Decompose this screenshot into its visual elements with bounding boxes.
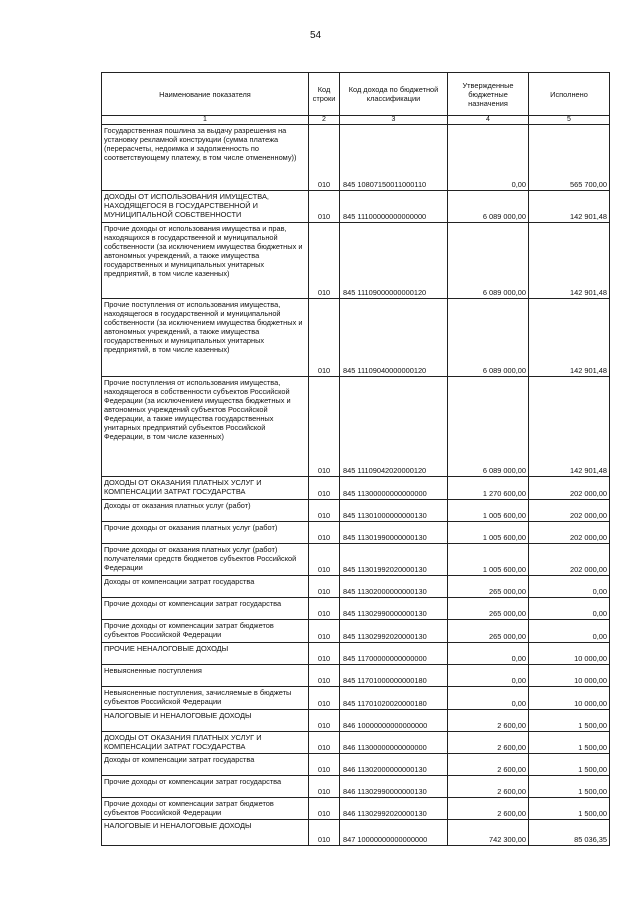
row-exec: 142 901,48 — [529, 377, 610, 477]
table-row — [102, 598, 610, 620]
table-row — [102, 820, 610, 846]
row-kbk: 845 11302992020000130 — [340, 620, 448, 643]
row-exec: 202 000,00 — [529, 522, 610, 544]
table-row — [102, 191, 610, 223]
row-kbk: 845 11301990000000130 — [340, 522, 448, 544]
row-kbk: 845 11701020020000180 — [340, 687, 448, 710]
row-kbk: 845 11700000000000000 — [340, 643, 448, 665]
row-name: Прочие поступления от использования имущества, находящегося в государственной и муниципальной собственности (за исключением имущества бюджетных и автономных учреждений, а также имущества государственных и муниципальных унитарных предприятий, в том числе казенных) — [102, 299, 309, 377]
row-kbk: 845 11302990000000130 — [340, 598, 448, 620]
table-row — [102, 299, 610, 377]
column-number: 2 — [309, 116, 340, 125]
row-name: Прочие доходы от компенсации затрат государства — [102, 776, 309, 798]
row-exec: 1 500,00 — [529, 776, 610, 798]
row-kbk: 845 11701000000000180 — [340, 665, 448, 687]
row-name: Государственная пошлина за выдачу разрешения на установку рекламной конструкции (сумма платежа (перерасчеты, недоимка и задолженность по соответствующему платежу, в том числе отмененному)) — [102, 125, 309, 191]
row-name: Прочие доходы от компенсации затрат бюджетов субъектов Российской Федерации — [102, 798, 309, 820]
row-kbk: 846 11302000000000130 — [340, 754, 448, 776]
row-kbk: 845 11301992020000130 — [340, 544, 448, 576]
row-plan: 1 270 600,00 — [448, 477, 529, 500]
row-exec: 1 500,00 — [529, 754, 610, 776]
row-name: Прочие доходы от компенсации затрат государства — [102, 598, 309, 620]
row-plan: 2 600,00 — [448, 710, 529, 732]
row-plan: 1 005 600,00 — [448, 500, 529, 522]
row-plan: 6 089 000,00 — [448, 191, 529, 223]
row-exec: 0,00 — [529, 620, 610, 643]
row-plan: 2 600,00 — [448, 754, 529, 776]
row-exec: 0,00 — [529, 598, 610, 620]
page-number: 54 — [309, 30, 322, 41]
row-kbk: 845 11300000000000000 — [340, 477, 448, 500]
table-row — [102, 798, 610, 820]
row-code: 010 — [309, 776, 340, 798]
row-code: 010 — [309, 299, 340, 377]
header-code: Код строки — [309, 73, 340, 116]
row-plan: 2 600,00 — [448, 732, 529, 754]
row-plan: 1 005 600,00 — [448, 544, 529, 576]
row-exec: 202 000,00 — [529, 477, 610, 500]
row-exec: 1 500,00 — [529, 732, 610, 754]
table-row — [102, 754, 610, 776]
row-name: Прочие доходы от оказания платных услуг (работ) — [102, 522, 309, 544]
row-code: 010 — [309, 223, 340, 299]
row-plan: 265 000,00 — [448, 620, 529, 643]
row-plan: 6 089 000,00 — [448, 299, 529, 377]
row-name: Невыясненные поступления, зачисляемые в бюджеты субъектов Российской Федерации — [102, 687, 309, 710]
row-name: Доходы от оказания платных услуг (работ) — [102, 500, 309, 522]
row-name: ДОХОДЫ ОТ ОКАЗАНИЯ ПЛАТНЫХ УСЛУГ И КОМПЕНСАЦИИ ЗАТРАТ ГОСУДАРСТВА — [102, 732, 309, 754]
table-row — [102, 544, 610, 576]
row-name: НАЛОГОВЫЕ И НЕНАЛОГОВЫЕ ДОХОДЫ — [102, 820, 309, 846]
row-exec: 202 000,00 — [529, 544, 610, 576]
row-kbk: 846 10000000000000000 — [340, 710, 448, 732]
table-row — [102, 620, 610, 643]
row-kbk: 846 11302992020000130 — [340, 798, 448, 820]
row-name: ДОХОДЫ ОТ ОКАЗАНИЯ ПЛАТНЫХ УСЛУГ И КОМПЕНСАЦИИ ЗАТРАТ ГОСУДАРСТВА — [102, 477, 309, 500]
row-kbk: 845 10807150011000110 — [340, 125, 448, 191]
row-code: 010 — [309, 732, 340, 754]
row-name: Прочие доходы от компенсации затрат бюджетов субъектов Российской Федерации — [102, 620, 309, 643]
row-exec: 10 000,00 — [529, 665, 610, 687]
row-name: Невыясненные поступления — [102, 665, 309, 687]
row-code: 010 — [309, 665, 340, 687]
row-exec: 85 036,35 — [529, 820, 610, 846]
row-code: 010 — [309, 576, 340, 598]
row-plan: 0,00 — [448, 687, 529, 710]
row-kbk: 845 11109040000000120 — [340, 299, 448, 377]
row-plan: 265 000,00 — [448, 576, 529, 598]
table-row — [102, 223, 610, 299]
row-plan: 6 089 000,00 — [448, 377, 529, 477]
table-header-row — [102, 73, 610, 116]
row-kbk: 845 11301000000000130 — [340, 500, 448, 522]
row-plan: 2 600,00 — [448, 798, 529, 820]
table-row — [102, 687, 610, 710]
row-name: Прочие доходы от оказания платных услуг (работ) получателями средств бюджетов субъектов Российской Федерации — [102, 544, 309, 576]
row-code: 010 — [309, 377, 340, 477]
table-row — [102, 477, 610, 500]
row-plan: 0,00 — [448, 665, 529, 687]
row-exec: 10 000,00 — [529, 643, 610, 665]
row-code: 010 — [309, 191, 340, 223]
row-plan: 0,00 — [448, 643, 529, 665]
column-number: 4 — [448, 116, 529, 125]
row-kbk: 845 11109000000000120 — [340, 223, 448, 299]
row-exec: 142 901,48 — [529, 191, 610, 223]
row-name: НАЛОГОВЫЕ И НЕНАЛОГОВЫЕ ДОХОДЫ — [102, 710, 309, 732]
table-row — [102, 500, 610, 522]
row-exec: 1 500,00 — [529, 710, 610, 732]
row-plan: 2 600,00 — [448, 776, 529, 798]
row-exec: 1 500,00 — [529, 798, 610, 820]
table-row — [102, 576, 610, 598]
row-plan: 265 000,00 — [448, 598, 529, 620]
table-row — [102, 377, 610, 477]
header-kbk: Код дохода по бюджетной классификации — [340, 73, 448, 116]
header-exec: Исполнено — [529, 73, 610, 116]
row-kbk: 845 11100000000000000 — [340, 191, 448, 223]
row-name: Прочие доходы от использования имущества и прав, находящихся в государственной и муниципальной собственности (за исключением имущества бюджетных и автономных учреждений, а также имущества государственных и муниципальных унитарных предприятий, в том числе казенных) — [102, 223, 309, 299]
row-plan: 1 005 600,00 — [448, 522, 529, 544]
row-code: 010 — [309, 620, 340, 643]
row-code: 010 — [309, 125, 340, 191]
row-plan: 0,00 — [448, 125, 529, 191]
column-number: 3 — [340, 116, 448, 125]
table-row — [102, 643, 610, 665]
row-exec: 142 901,48 — [529, 299, 610, 377]
row-code: 010 — [309, 710, 340, 732]
row-exec: 565 700,00 — [529, 125, 610, 191]
table-row — [102, 776, 610, 798]
row-kbk: 846 11300000000000000 — [340, 732, 448, 754]
row-plan: 6 089 000,00 — [448, 223, 529, 299]
row-kbk: 845 11109042020000120 — [340, 377, 448, 477]
row-code: 010 — [309, 820, 340, 846]
row-code: 010 — [309, 798, 340, 820]
row-kbk: 845 11302000000000130 — [340, 576, 448, 598]
row-plan: 742 300,00 — [448, 820, 529, 846]
row-code: 010 — [309, 544, 340, 576]
column-number: 5 — [529, 116, 610, 125]
revenue-table — [101, 72, 610, 846]
table-row — [102, 522, 610, 544]
row-name: ДОХОДЫ ОТ ИСПОЛЬЗОВАНИЯ ИМУЩЕСТВА, НАХОДЯЩЕГОСЯ В ГОСУДАРСТВЕННОЙ И МУНИЦИПАЛЬНОЙ СОБСТВЕННОСТИ — [102, 191, 309, 223]
row-code: 010 — [309, 500, 340, 522]
column-number: 1 — [102, 116, 309, 125]
table-row — [102, 710, 610, 732]
row-code: 010 — [309, 643, 340, 665]
column-number-row — [102, 116, 610, 125]
row-name: Доходы от компенсации затрат государства — [102, 754, 309, 776]
row-name: Прочие поступления от использования имущества, находящегося в собственности субъектов Российской Федерации (за исключением имущества бюджетных и автономных учреждений субъектов Российской Федерации, а также имущества государственных унитарных предприятий субъектов Российской Федерации, в том числе казенных) — [102, 377, 309, 477]
row-exec: 202 000,00 — [529, 500, 610, 522]
row-name: ПРОЧИЕ НЕНАЛОГОВЫЕ ДОХОДЫ — [102, 643, 309, 665]
row-name: Доходы от компенсации затрат государства — [102, 576, 309, 598]
row-exec: 142 901,48 — [529, 223, 610, 299]
table-row — [102, 732, 610, 754]
row-exec: 0,00 — [529, 576, 610, 598]
row-code: 010 — [309, 598, 340, 620]
header-name: Наименование показателя — [102, 73, 309, 116]
row-code: 010 — [309, 522, 340, 544]
row-kbk: 847 10000000000000000 — [340, 820, 448, 846]
row-kbk: 846 11302990000000130 — [340, 776, 448, 798]
table-row — [102, 125, 610, 191]
header-plan: Утвержденные бюджетные назначения — [448, 73, 529, 116]
row-code: 010 — [309, 687, 340, 710]
row-exec: 10 000,00 — [529, 687, 610, 710]
table-row — [102, 665, 610, 687]
row-code: 010 — [309, 754, 340, 776]
row-code: 010 — [309, 477, 340, 500]
